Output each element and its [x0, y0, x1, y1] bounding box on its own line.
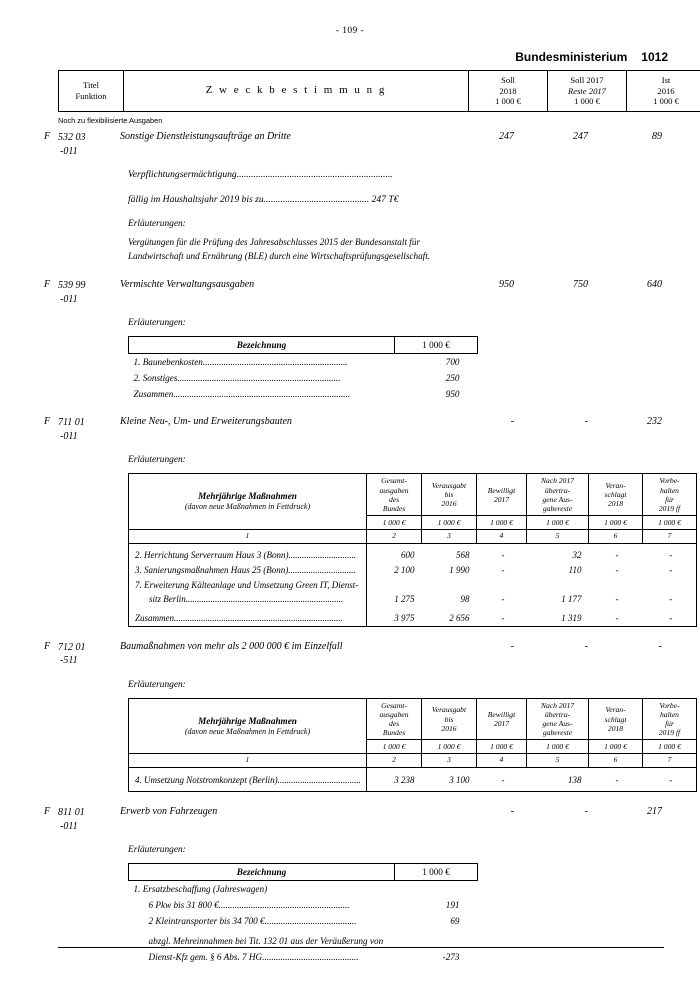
mj-col-3: Verausgabt bis 2016: [422, 474, 477, 515]
mj-colnum-6: 6: [589, 530, 643, 544]
mj-row-label: 3. Sanierungsmaßnahmen Haus 25 (Bonn)..............................: [129, 563, 367, 578]
table-row: [129, 913, 478, 929]
mj-row-v5: 1 177: [561, 594, 582, 605]
mj-row-v4: -: [501, 549, 505, 560]
titel-number: 539 99: [58, 280, 86, 292]
flex-flag: F: [44, 640, 51, 652]
mj-colnum-1: 1: [129, 754, 367, 768]
noch-note: Noch zu flexibilisierte Ausgaben: [58, 116, 163, 126]
budget-entry: [28, 416, 672, 443]
mj-sum-v2: 3 975: [367, 607, 422, 626]
mj-unit-6: 1 000 €: [589, 515, 643, 529]
mj-colnum-5: 5: [527, 530, 589, 544]
funktion-number: -011: [60, 820, 78, 832]
mj-title-text: Mehrjährige Maßnahmen: [198, 715, 297, 726]
bez-row-label: 1. Ersatzbeschaffung (Jahreswagen): [133, 884, 268, 895]
bez-head-label: Bezeichnung: [129, 864, 395, 881]
mehrjaehrige-massnahmen-table: [128, 698, 697, 792]
mj-unit-7: 1 000 €: [643, 740, 697, 754]
erlaeuterungen-label: Erläuterungen:: [128, 845, 186, 856]
faellig-line: fällig im Haushaltsjahr 2019 bis zu............................................ 247 T€: [128, 193, 399, 205]
header-soll-2018-l3: 1 000 €: [495, 96, 521, 107]
mj-col-3: Verausgabt bis 2016: [422, 698, 477, 739]
bez-row-value: 69: [450, 916, 460, 927]
entry-soll-2017: -: [584, 806, 588, 818]
bez-sum-label: Zusammen.............................................................................: [133, 389, 351, 400]
titel-funktion: [58, 416, 118, 443]
mj-col-6: Veran- schlagt 2018: [589, 698, 643, 739]
mj-colnum-2: 2: [367, 530, 422, 544]
mj-row-v7: -: [643, 563, 697, 578]
titel-funktion: [58, 641, 118, 668]
table-row-sum: [129, 607, 697, 626]
table-row: [129, 881, 478, 898]
entry-body: [128, 845, 442, 855]
mj-sum-v4: -: [477, 607, 527, 626]
erlaeuterungen-label: Erläuterungen:: [128, 455, 186, 466]
entry-description: Baumaßnahmen von mehr als 2 000 000 € im Einzelfall: [120, 640, 343, 652]
titel-funktion: [58, 131, 118, 158]
entry-soll-2017: -: [584, 640, 588, 652]
table-row: [129, 949, 478, 965]
table-row: [129, 897, 478, 913]
mj-title: [129, 698, 367, 754]
header-soll-2018: [469, 71, 548, 112]
mj-subtitle-text: (davon neue Maßnahmen in Fettdruck): [184, 726, 311, 736]
bezeichnung-table: [128, 336, 478, 402]
mj-row-label: 7. Erweiterung Kälteanlage und Umsetzung Green IT, Dienst-: [129, 578, 367, 593]
mj-row-v2: 2 100: [394, 564, 415, 575]
mj-row-v7: -: [643, 543, 697, 562]
budget-entry: [28, 806, 672, 833]
page-number: - 109 -: [335, 26, 365, 36]
budget-entry: [28, 641, 672, 668]
erlaeuterungen-label: Erläuterungen:: [128, 318, 186, 329]
mj-col-7: Vorbe- halten für 2019 ff: [643, 698, 697, 739]
mj-row-v3: 1 990: [449, 564, 470, 575]
mj-row-v5: 110: [568, 564, 582, 575]
header-soll-2017-l3: 1 000 €: [574, 96, 600, 107]
mj-unit-5: 1 000 €: [527, 740, 589, 754]
mj-row-v2: 3 238: [367, 768, 422, 792]
bez-sum-value: 950: [445, 389, 460, 400]
erlaeuterungen-text: Vergütungen für die Prüfung des Jahresabschlusses 2015 der Bundesanstalt für Landwirtschaft und Ernährung (BLE) durch eine Wirtschaftsprüfungsgesellschaft.: [128, 236, 431, 262]
entry-soll-2017: -: [584, 416, 588, 428]
bez-row-value: 191: [445, 900, 460, 911]
bez-row-label: 2. Sonstiges.......................................................................: [133, 373, 341, 384]
verpflichtungsermaechtigung-line: Verpflichtungsermächtigung.................................................................: [128, 169, 393, 181]
mj-row-v7: -: [643, 768, 697, 792]
bez-row-label: 1. Baunebenkosten...............................................................: [133, 357, 348, 368]
ministry-header: [28, 50, 672, 64]
mj-col-5: Nach 2017 übertra- gene Aus- gabereste: [527, 474, 589, 515]
bez-row-label: 2 Kleintransporter bis 34 700 €........................................: [148, 916, 357, 927]
mj-colnum-3: 3: [422, 530, 477, 544]
mj-unit-2: 1 000 €: [367, 515, 422, 529]
entry-soll-2018: 950: [499, 279, 514, 291]
titel-number: 532 03: [58, 132, 86, 144]
entry-ist-2016: 640: [647, 279, 662, 291]
ministry-label: Bundesministerium: [515, 50, 628, 64]
mj-sum-label: Zusammen...........................................................................: [129, 607, 367, 626]
mj-unit-4: 1 000 €: [477, 515, 527, 529]
header-soll-2018-l2: 2018: [499, 85, 517, 96]
mj-colnum-5: 5: [527, 754, 589, 768]
entry-soll-2018: -: [510, 640, 514, 652]
entry-ist-2016: 89: [652, 131, 662, 143]
mj-row-v3: 3 100: [422, 768, 477, 792]
mj-unit-6: 1 000 €: [589, 740, 643, 754]
entry-description: Erwerb von Fahrzeugen: [120, 806, 218, 818]
mj-row-label: 4. Umsetzung Notstromkonzept (Berlin).....................................: [129, 768, 367, 792]
mj-sum-v5: 1 319: [527, 607, 589, 626]
header-ist-2016-l1: Ist: [661, 75, 671, 85]
bez-row-value: 250: [445, 373, 460, 384]
mj-row-v3: 568: [456, 549, 470, 560]
mj-row-v4: -: [501, 564, 505, 575]
header-titel-funktion: [59, 71, 124, 112]
table-row: [129, 592, 697, 607]
flex-flag: F: [44, 416, 51, 428]
mj-col-5: Nach 2017 übertra- gene Aus- gabereste: [527, 698, 589, 739]
bez-row-value: -273: [442, 952, 460, 963]
titel-funktion: [58, 806, 118, 833]
header-ist-2016-l3: 1 000 €: [653, 96, 679, 107]
mj-row-v6: -: [615, 594, 619, 605]
table-row: [129, 563, 697, 578]
entry-body: [128, 455, 442, 465]
mj-unit-7: 1 000 €: [643, 515, 697, 529]
entry-soll-2017: 247: [573, 131, 588, 143]
entry-body: [128, 318, 442, 328]
mj-sum-v7: -: [643, 607, 697, 626]
header-titel: Titel: [83, 80, 99, 91]
mj-col-6: Veran- schlagt 2018: [589, 474, 643, 515]
mj-colnum-7: 7: [643, 754, 697, 768]
mj-colnum-4: 4: [477, 754, 527, 768]
flex-flag: F: [44, 279, 51, 291]
entry-soll-2017: 750: [573, 279, 588, 291]
bez-head-unit: 1 000 €: [395, 864, 478, 881]
bez-row-label-cont: Dienst-Kfz gem. § 6 Abs. 7 HG..........................................: [148, 952, 359, 963]
entry-body: [128, 680, 442, 690]
entry-description: Kleine Neu-, Um- und Erweiterungsbauten: [120, 416, 292, 428]
bez-head-unit: 1 000 €: [395, 337, 478, 354]
titel-number: 712 01: [58, 641, 86, 653]
mj-row-v4: -: [477, 768, 527, 792]
column-header-table: [58, 70, 700, 112]
mj-subtitle-text: (davon neue Maßnahmen in Fettdruck): [184, 502, 311, 512]
mj-row-v5: 32: [572, 549, 582, 560]
titel-number: 711 01: [58, 417, 85, 429]
mj-unit-2: 1 000 €: [367, 740, 422, 754]
flex-flag: F: [44, 806, 51, 818]
titel-funktion: [58, 279, 118, 306]
erlaeuterungen-label: Erläuterungen:: [128, 218, 186, 229]
header-soll-2017: [548, 71, 627, 112]
entry-description: Vermischte Verwaltungsausgaben: [120, 279, 255, 291]
entry-soll-2018: -: [510, 416, 514, 428]
mj-unit-4: 1 000 €: [477, 740, 527, 754]
mehrjaehrige-massnahmen-table: [128, 473, 697, 626]
bez-row-value: [395, 881, 478, 898]
bezeichnung-table: [128, 863, 478, 965]
mj-col-4: Bewilligt 2017: [477, 698, 527, 739]
header-reste-2017: Reste 2017: [568, 85, 606, 96]
mj-col-2: Gesamt- ausgaben des Bundes: [367, 698, 422, 739]
table-row: [129, 768, 697, 792]
bez-row-value: 700: [445, 357, 460, 368]
mj-row-v2: 600: [401, 549, 415, 560]
mj-row-label: 2. Herrichtung Serverraum Haus 3 (Bonn)..............................: [129, 543, 367, 562]
chapter-number: 1012: [641, 50, 668, 64]
entry-soll-2018: 247: [499, 131, 514, 143]
mj-colnum-4: 4: [477, 530, 527, 544]
mj-row-v6: -: [589, 768, 643, 792]
mj-sum-v6: -: [589, 607, 643, 626]
mj-row-v6: -: [615, 549, 619, 560]
footer-rule: [58, 947, 664, 948]
header-ist-2016: [627, 71, 700, 112]
budget-entry: [28, 131, 672, 158]
mj-row-label-cont: sitz Berlin......................................................................: [129, 592, 367, 607]
mj-col-4: Bewilligt 2017: [477, 474, 527, 515]
mj-row-v2: 1 275: [394, 594, 415, 605]
header-ist-2016-l2: 2016: [657, 85, 675, 96]
entry-body: [128, 168, 442, 263]
mj-title-text: Mehrjährige Maßnahmen: [198, 491, 297, 502]
table-row: [129, 543, 697, 562]
mj-colnum-2: 2: [367, 754, 422, 768]
mj-colnum-3: 3: [422, 754, 477, 768]
header-soll-2018-l1: Soll: [501, 75, 515, 85]
bez-head-label: Bezeichnung: [129, 337, 395, 354]
funktion-number: -011: [60, 430, 78, 442]
mj-unit-3: 1 000 €: [422, 740, 477, 754]
erlaeuterungen-label: Erläuterungen:: [128, 679, 186, 690]
mj-colnum-1: 1: [129, 530, 367, 544]
entry-ist-2016: 232: [647, 416, 662, 428]
mj-row-v5: 138: [527, 768, 589, 792]
funktion-number: -011: [60, 293, 78, 305]
mj-unit-5: 1 000 €: [527, 515, 589, 529]
header-funktion: Funktion: [75, 91, 107, 102]
entry-description: Sonstige Dienstleistungsaufträge an Dritte: [120, 131, 291, 143]
funktion-number: -011: [60, 145, 78, 157]
mj-colnum-6: 6: [589, 754, 643, 768]
funktion-number: -511: [60, 655, 78, 667]
header-zweckbestimmung: Z w e c k b e s t i m m u n g: [124, 71, 469, 112]
mj-col-2: Gesamt- ausgaben des Bundes: [367, 474, 422, 515]
budget-entry: [28, 279, 672, 306]
mj-sum-v3: 2 656: [422, 607, 477, 626]
mj-row-v7: -: [643, 592, 697, 607]
mj-row-v3: 98: [460, 594, 470, 605]
bez-row-label: 6 Pkw bis 31 800 €.........................................................: [148, 900, 350, 911]
mj-row-v4: -: [501, 594, 505, 605]
titel-number: 811 01: [58, 807, 85, 819]
bez-row-label: abzgl. Mehreinnahmen bei Tit. 132 01 aus der Veräußerung von: [148, 936, 384, 947]
table-row-sum: [129, 386, 478, 402]
entry-ist-2016: 217: [647, 806, 662, 818]
entry-soll-2018: -: [510, 806, 514, 818]
mj-col-7: Vorbe- halten für 2019 ff: [643, 474, 697, 515]
mj-colnum-7: 7: [643, 530, 697, 544]
header-soll-2017-l1: Soll 2017: [570, 75, 604, 85]
flex-flag: F: [44, 131, 51, 143]
table-row: [129, 370, 478, 386]
table-row: [129, 354, 478, 371]
mj-title: [129, 474, 367, 530]
mj-unit-3: 1 000 €: [422, 515, 477, 529]
entry-ist-2016: -: [658, 640, 662, 652]
mj-row-v6: -: [615, 564, 619, 575]
table-row: [129, 578, 697, 593]
